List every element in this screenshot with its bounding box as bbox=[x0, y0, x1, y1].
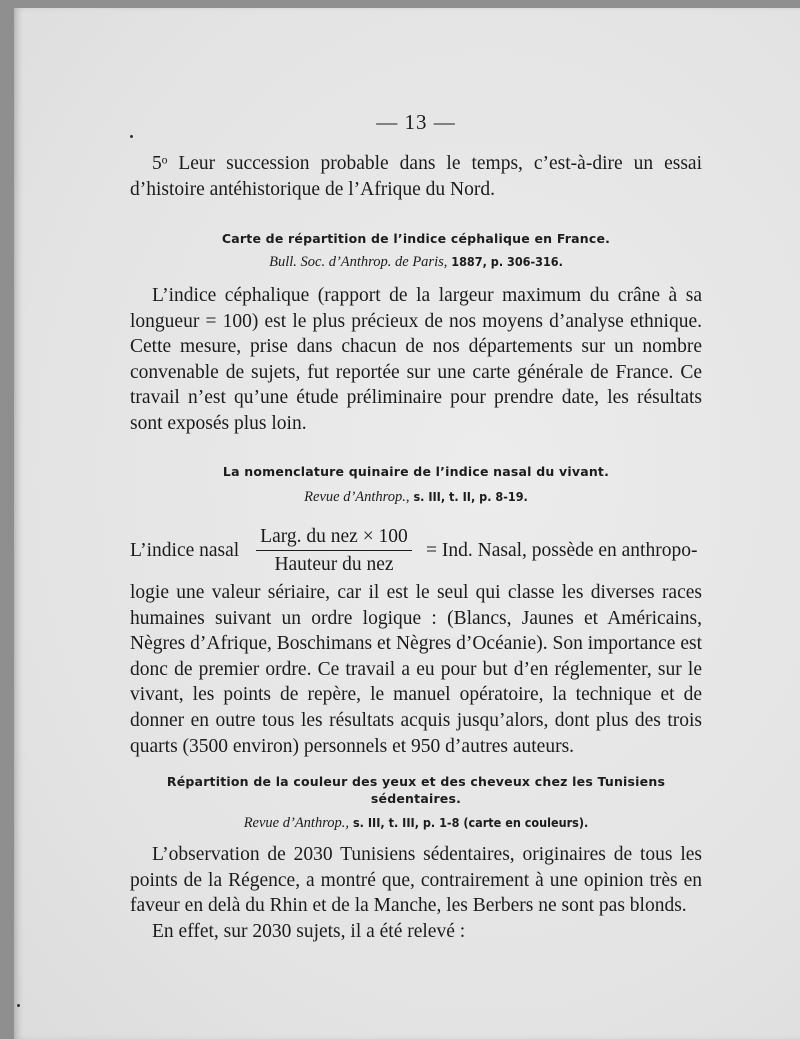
section-title: La nomenclature quinaire de l’indice nasal du vivant. bbox=[222, 464, 610, 479]
intro-paragraph: 5ᵒ Leur succession probable dans le temps, c’est-à-dire un essai d’histoire antéhistorique de l’Afrique du Nord. bbox=[130, 153, 702, 200]
section-reference bbox=[130, 815, 702, 832]
nasal-index-formula bbox=[130, 524, 702, 578]
page-number: — 13 — bbox=[376, 110, 456, 134]
section-reference bbox=[130, 489, 702, 506]
reference-details: 1887, p. 306-316. bbox=[447, 254, 563, 269]
speck bbox=[130, 135, 133, 138]
reference-journal: Revue d’Anthrop., bbox=[243, 815, 350, 831]
section-paragraph: logie une valeur sériaire, car il est le seul qui classe les diverses races humaines suivant un ordre logique : (Blancs, Jaunes et Américains, Nègres d’Afrique, Boschimans et Nègres d’Océanie). Son importance est donc de premier ordre. Ce travail a eu pour but d’en réglementer, sur le vivant, les points de repère, le manuel opératoire, la technique et de donner en outre tous les résultats acquis jusqu’alors, dont plus des trois quarts (3500 environ) personnels et 950 d’autres auteurs. bbox=[130, 582, 702, 757]
reference-details: s. III, t. II, p. 8-19. bbox=[409, 489, 528, 504]
section-paragraph: L’indice céphalique (rapport de la largeur maximum du crâne à sa longueur = 100) est le plus précieux de nos moyens d’analyse ethnique. Cette mesure, prise dans chacun de nos départements sur un nombre convenable de sujets, fut reportée sur une carte générale de France. Ce travail n’est qu’une étude préliminaire pour prendre date, les résultats sont exposés plus loin. bbox=[130, 285, 702, 434]
reference-journal: Revue d’Anthrop., bbox=[304, 489, 410, 505]
section-title-line2: sédentaires. bbox=[370, 791, 462, 806]
section-reference bbox=[130, 254, 702, 271]
nasal-paragraph-block bbox=[130, 580, 702, 759]
formula-tail: = Ind. Nasal, possède en anthropo- bbox=[426, 540, 698, 561]
reference-details: s. III, t. III, p. 1-8 (carte en couleurs). bbox=[349, 815, 589, 830]
section-title-line1: Répartition de la couleur des yeux et des cheveux chez les Tunisiens bbox=[166, 774, 666, 789]
speck bbox=[17, 1004, 20, 1007]
section-nasal bbox=[130, 464, 702, 506]
formula-fraction bbox=[256, 524, 412, 577]
section-tunisians bbox=[130, 774, 702, 944]
formula-lead: L’indice nasal bbox=[130, 540, 240, 561]
section-title: Carte de répartition de l’indice céphalique en France. bbox=[221, 231, 611, 246]
fraction-bar bbox=[256, 550, 412, 551]
intro-paragraph-block bbox=[130, 151, 702, 202]
section-paragraph: L’observation de 2030 Tunisiens sédentaires, originaires de tous les points de la Régence, a montré que, contrairement à une opinion très en faveur en delà du Rhin et de la Manche, les Berbers ne sont pas blonds. bbox=[130, 844, 702, 917]
formula-denominator: Hauteur du nez bbox=[274, 554, 394, 576]
reference-journal: Bull. Soc. d’Anthrop. de Paris, bbox=[269, 254, 448, 270]
section-cephalic bbox=[130, 231, 702, 437]
section-last-line: En effet, sur 2030 sujets, il a été relevé : bbox=[152, 920, 466, 942]
document-page bbox=[14, 8, 800, 1039]
formula-numerator: Larg. du nez × 100 bbox=[260, 526, 408, 547]
